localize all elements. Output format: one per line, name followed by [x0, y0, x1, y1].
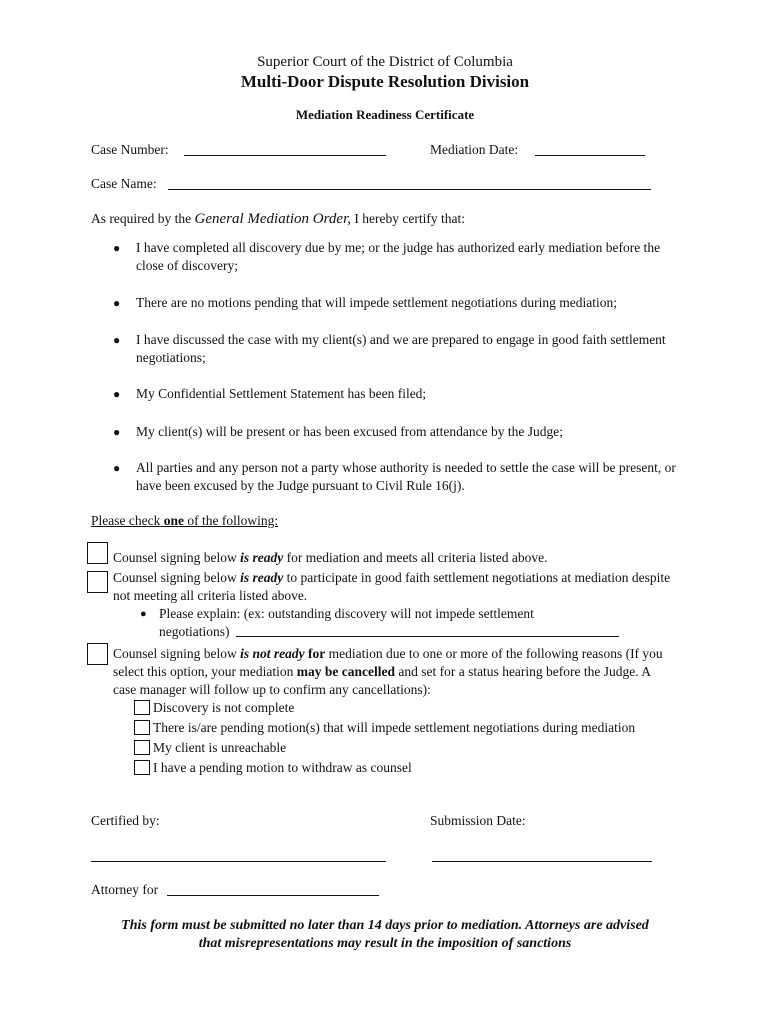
- explain-field[interactable]: [236, 636, 619, 637]
- reason-client-unreachable-text: My client is unreachable: [153, 740, 287, 755]
- reason-pending-motions-checkbox[interactable]: [134, 720, 150, 735]
- option-ready-good-faith-text: Counsel signing below is ready to participate in good faith settlement negotiations at mediation despite not meeting all criteria listed above.: [113, 570, 671, 603]
- certify-statement: As required by the General Mediation Order, I hereby certify that:: [91, 211, 465, 227]
- reason-discovery-text: Discovery is not complete: [153, 700, 295, 715]
- explain-text: Please explain: (ex: outstanding discovery will not impede settlement: [159, 606, 534, 621]
- ready-checkbox[interactable]: [87, 542, 108, 564]
- check-instruction: Please check one of the following:: [91, 513, 279, 528]
- option-ready-text: Counsel signing below is ready for mediation and meets all criteria listed above.: [113, 550, 548, 565]
- attorney-for-field[interactable]: [167, 895, 379, 896]
- reason-discovery-checkbox[interactable]: [134, 700, 150, 715]
- option-not-ready-text: Counsel signing below is not ready for mediation due to one or more of the following reasons (If you select this option, your mediation may be cancelled and set for a status hearing before the Judge. A case manager will follow up to confirm any cancellations):: [113, 646, 663, 697]
- submission-date-label: Submission Date:: [430, 813, 526, 828]
- bullet-all-parties: All parties and any person not a party whose authority is needed to settle the case will be present, or have been excused by the Judge pursuant to Civil Rule 16(j).: [136, 460, 676, 493]
- mediation-date-field[interactable]: [535, 155, 645, 156]
- division-name: Multi-Door Dispute Resolution Division: [240, 72, 530, 91]
- case-name-label: Case Name:: [91, 176, 157, 191]
- bullet-icon: ●: [140, 608, 147, 620]
- form-title: Mediation Readiness Certificate: [295, 107, 475, 122]
- explain-text-cont: negotiations): [159, 624, 230, 639]
- not-ready-checkbox[interactable]: [87, 643, 108, 665]
- mediation-date-label: Mediation Date:: [430, 142, 519, 157]
- reason-withdraw-text: I have a pending motion to withdraw as counsel: [153, 760, 412, 775]
- bullet-icon: ●: [113, 241, 121, 255]
- bullet-icon: ●: [113, 333, 121, 347]
- bullet-discovery: I have completed all discovery due by me; or the judge has authorized early mediation before the close of discovery;: [136, 240, 661, 273]
- certified-by-label: Certified by:: [91, 813, 160, 828]
- footer-notice-line1: This form must be submitted no later than 14 days prior to mediation. Attorneys are advised: [121, 918, 649, 933]
- reason-pending-motions-text: There is/are pending motion(s) that will impede settlement negotiations during mediation: [153, 720, 636, 735]
- bullet-icon: ●: [113, 425, 121, 439]
- certified-by-signature-line[interactable]: [91, 861, 386, 862]
- court-name: Superior Court of the District of Columbia: [257, 54, 513, 70]
- attorney-for-label: Attorney for: [91, 882, 159, 897]
- bullet-icon: ●: [113, 296, 121, 310]
- bullet-discussed-case: I have discussed the case with my client(s) and we are prepared to engage in good faith settlement negotiations;: [136, 332, 666, 365]
- bullet-client-present: My client(s) will be present or has been excused from attendance by the Judge;: [136, 424, 563, 439]
- bullet-no-motions: There are no motions pending that will impede settlement negotiations during mediation;: [136, 295, 618, 310]
- bullet-settlement-statement: My Confidential Settlement Statement has been filed;: [136, 386, 427, 401]
- reason-withdraw-checkbox[interactable]: [134, 760, 150, 775]
- ready-good-faith-checkbox[interactable]: [87, 571, 108, 593]
- submission-date-line[interactable]: [432, 861, 652, 862]
- bullet-icon: ●: [113, 387, 121, 401]
- reason-client-unreachable-checkbox[interactable]: [134, 740, 150, 755]
- footer-notice-line2: that misrepresentations may result in the imposition of sanctions: [198, 936, 572, 951]
- case-number-field[interactable]: [184, 155, 386, 156]
- case-name-field[interactable]: [168, 189, 651, 190]
- case-number-label: Case Number:: [91, 142, 169, 157]
- bullet-icon: ●: [113, 461, 121, 475]
